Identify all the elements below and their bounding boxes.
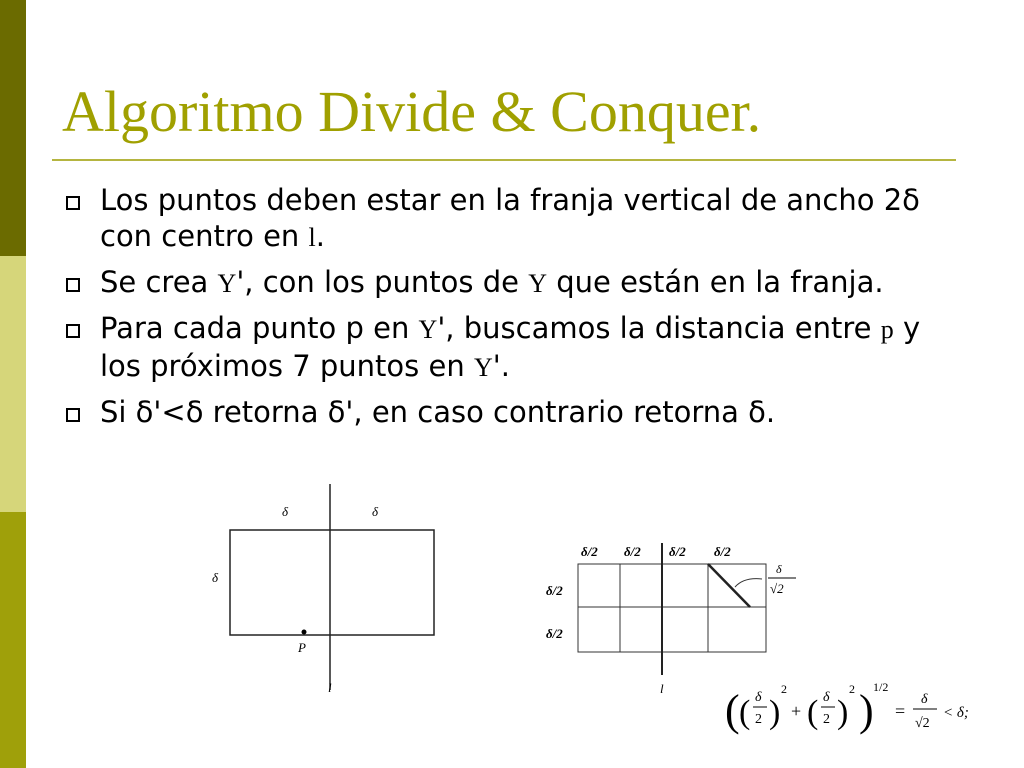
bullet-text: ', buscamos la distancia entre [437,311,881,345]
strip-diagram [200,480,440,700]
column-label: δ/2 [669,544,686,559]
row-label: δ/2 [546,626,563,641]
line-label: l [328,680,332,695]
math-symbol: p [880,315,894,344]
bullet-item-3 [62,310,942,386]
plus-sign: + [791,701,802,721]
title-underline [52,159,956,161]
paren-open-inner: ( [739,694,751,731]
bullet-text: . [315,219,325,253]
frac-denominator: √2 [915,716,930,731]
grid-outline [578,564,766,652]
frac-denominator: 2 [755,712,762,727]
delta-label-side: δ [212,570,219,585]
sidebar-band-olive [0,512,26,768]
frac-numerator: δ [755,690,762,705]
sidebar-band-light [0,256,26,512]
column-label: δ/2 [581,544,598,559]
point-marker [302,630,307,635]
diagonal-numerator: δ [776,562,782,576]
bullet-text: Se crea [100,265,218,299]
math-symbol: Y [217,269,237,298]
point-label: P [298,640,306,655]
strip-rectangle [230,530,434,635]
diagonal-arrow [735,579,762,587]
exponent: 2 [849,682,855,696]
delta-label-right: δ [372,504,379,519]
row-label: δ/2 [546,583,563,598]
paren-open: ( [725,686,740,735]
paren-close-inner: ) [837,694,849,731]
column-label: δ/2 [714,544,731,559]
diagonal-line [708,564,750,607]
bullet-text: y los próximos 7 puntos en [100,311,921,383]
bullet-text: Si δ'<δ retorna δ', en caso contrario retorna δ. [100,395,776,429]
line-label: l [660,681,664,696]
bullet-item-2 [62,264,942,302]
delta-label-left: δ [282,504,289,519]
sidebar-band-dark [0,0,26,256]
square-bullet-icon [66,196,80,210]
math-symbol: Y [528,269,547,298]
bullet-text: '. [492,349,510,383]
column-label: δ/2 [624,544,641,559]
exponent: 2 [781,682,787,696]
bullet-text: Para cada punto p en [100,311,419,345]
bullet-text: ', con los puntos de [236,265,529,299]
slide-title: Algoritmo Divide & Conquer. [62,79,762,144]
frac-denominator: 2 [823,712,830,727]
bullet-item-1 [62,182,942,256]
math-symbol: Y [418,315,438,344]
square-bullet-icon [66,278,80,292]
frac-numerator: δ [921,692,928,707]
square-bullet-icon [66,324,80,338]
less-than-delta: < δ; [943,705,969,721]
paren-close: ) [859,686,874,735]
bullet-text: que están en la franja. [547,265,884,299]
bullet-text: Los puntos deben estar en la franja vertical de ancho 2δ con centro en [100,183,920,253]
square-bullet-icon [66,408,80,422]
paren-close-inner: ) [769,694,781,731]
equals-sign: = [895,701,906,721]
math-symbol: l [308,223,316,252]
exponent-half: 1/2 [873,680,889,694]
math-symbol: Y [473,353,493,382]
bullet-item-4 [62,394,942,430]
paren-open-inner: ( [807,694,819,731]
diagonal-denominator: √2 [770,581,784,596]
bullet-list [62,182,942,438]
frac-numerator: δ [823,690,830,705]
distance-formula [725,675,995,755]
